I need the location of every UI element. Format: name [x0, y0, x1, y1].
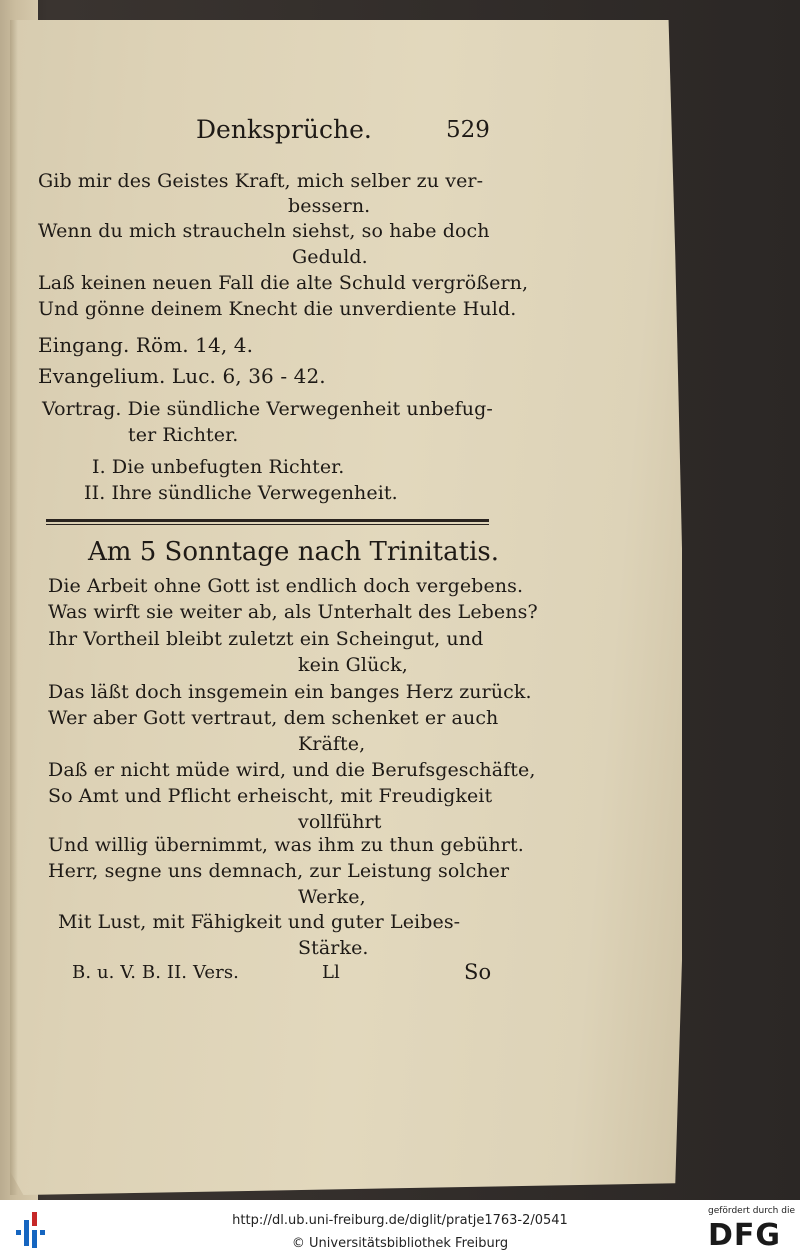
verse-line: Und gönne deinem Knecht die unverdiente Huld.: [38, 298, 517, 320]
verse-line: kein Glück,: [298, 654, 408, 676]
verse-line: Ihr Vortheil bleibt zuletzt ein Scheingut, und: [48, 628, 484, 650]
verse-line: vollführt: [298, 811, 382, 833]
vortrag-line: ter Richter.: [128, 424, 239, 446]
verse-line: Und willig übernimmt, was ihm zu thun gebührt.: [48, 834, 524, 856]
verse-line: Herr, segne uns demnach, zur Leistung solcher: [48, 860, 510, 882]
sermon-point: II. Ihre sündliche Verwegenheit.: [84, 482, 398, 504]
verse-line: Geduld.: [292, 246, 368, 268]
dfg-caption: gefördert durch die: [708, 1206, 795, 1216]
evangelium-line: Evangelium. Luc. 6, 36 - 42.: [38, 364, 326, 388]
running-head: Denksprüche.: [196, 115, 372, 144]
verse-line: Mit Lust, mit Fähigkeit und guter Leibes-: [58, 911, 461, 933]
sermon-point: I. Die unbefugten Richter.: [92, 456, 345, 478]
verse-line: Wer aber Gott vertraut, dem schenket er auch: [48, 707, 499, 729]
verse-line: Werke,: [298, 886, 366, 908]
verse-line: Kräfte,: [298, 733, 366, 755]
verse-line: Gib mir des Geistes Kraft, mich selber zu ver-: [38, 170, 484, 192]
vortrag-line: Vortrag. Die sündliche Verwegenheit unbefug-: [42, 398, 493, 420]
section-divider-thin: [46, 524, 489, 525]
catchword: So: [464, 960, 492, 984]
page-number: 529: [446, 117, 490, 143]
viewer-footer: [0, 1200, 800, 1257]
eingang-line: Eingang. Röm. 14, 4.: [38, 333, 254, 357]
signature-mark: B. u. V. B. II. Vers.: [72, 962, 240, 983]
copyright-notice: © Universitätsbibliothek Freiburg: [291, 1236, 509, 1251]
signature-number: Ll: [322, 962, 340, 983]
verse-line: Daß er nicht müde wird, und die Berufsgeschäfte,: [48, 759, 536, 781]
verse-line: So Amt und Pflicht erheischt, mit Freudigkeit: [48, 785, 493, 807]
verse-line: Laß keinen neuen Fall die alte Schuld vergrößern,: [38, 272, 529, 294]
verse-line: Wenn du mich straucheln siehst, so habe doch: [38, 220, 490, 242]
section-divider: [46, 519, 489, 522]
page-gutter-shadow: [10, 20, 18, 1195]
verse-line: bessern.: [288, 195, 371, 217]
section-heading: Am 5 Sonntage nach Trinitatis.: [88, 537, 499, 567]
verse-line: Die Arbeit ohne Gott ist endlich doch vergebens.: [48, 575, 524, 597]
permalink-url[interactable]: http://dl.ub.uni-freiburg.de/diglit/pratje1763-2/0541: [232, 1213, 568, 1228]
verse-line: Stärke.: [298, 937, 369, 959]
verse-line: Was wirft sie weiter ab, als Unterhalt des Lebens?: [48, 601, 538, 623]
dfg-logo: DFG: [708, 1218, 782, 1253]
verse-line: Das läßt doch insgemein ein banges Herz zurück.: [48, 681, 532, 703]
